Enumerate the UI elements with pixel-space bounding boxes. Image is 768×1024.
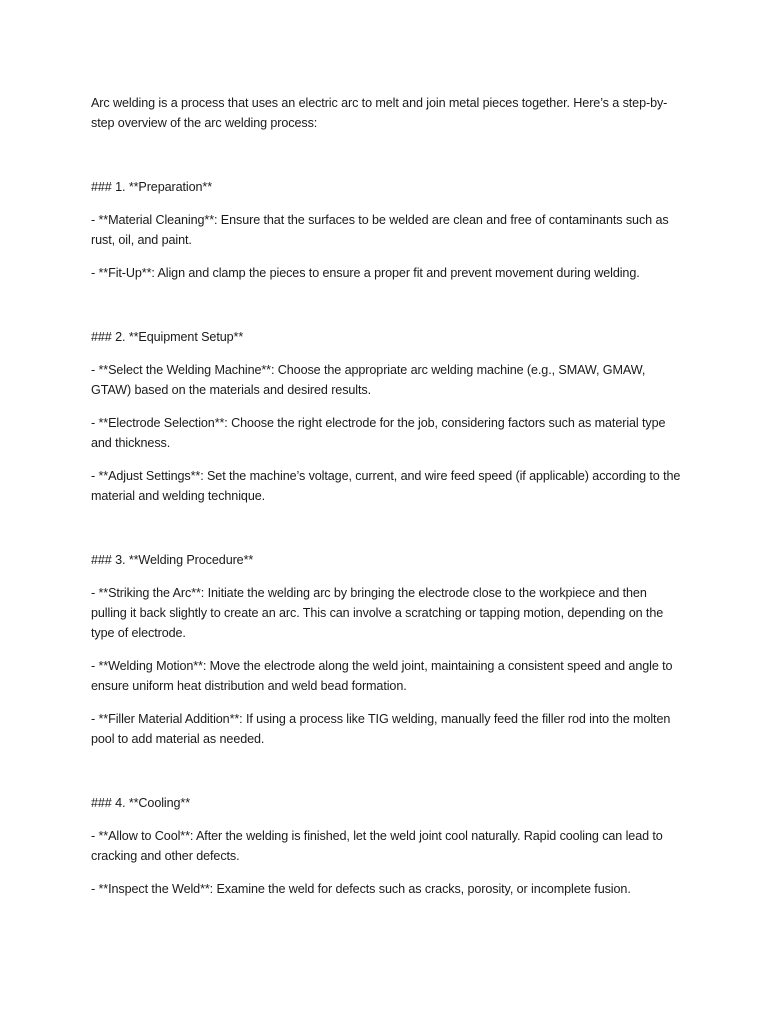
list-item: - **Fit-Up**: Align and clamp the pieces to ensure a proper fit and prevent movement during welding. xyxy=(91,266,640,280)
list-item: - **Material Cleaning**: Ensure that the surfaces to be welded are clean and free of contaminants such as rust, oil, and paint. xyxy=(91,213,669,247)
section-heading: ### 3. **Welding Procedure** xyxy=(91,553,254,567)
list-item: - **Filler Material Addition**: If using a process like TIG welding, manually feed the filler rod into the molten pool to add material as needed. xyxy=(91,712,671,746)
intro-paragraph: Arc welding is a process that uses an electric arc to melt and join metal pieces together. Here’s a step-by-step overview of the arc welding process: xyxy=(91,96,668,130)
section-equipment-setup xyxy=(91,327,681,506)
list-item: - **Allow to Cool**: After the welding is finished, let the weld joint cool naturally. Rapid cooling can lead to cracking and other defects. xyxy=(91,829,663,863)
section-welding-procedure xyxy=(91,550,681,749)
list-item: - **Inspect the Weld**: Examine the weld for defects such as cracks, porosity, or incomplete fusion. xyxy=(91,882,631,896)
document-body xyxy=(91,93,681,912)
list-item: - **Electrode Selection**: Choose the right electrode for the job, considering factors such as material type and thickness. xyxy=(91,416,666,450)
section-preparation xyxy=(91,177,681,283)
list-item: - **Adjust Settings**: Set the machine’s voltage, current, and wire feed speed (if applicable) according to the material and welding technique. xyxy=(91,469,681,503)
list-item: - **Select the Welding Machine**: Choose the appropriate arc welding machine (e.g., SMAW, GMAW, GTAW) based on the materials and desired results. xyxy=(91,363,646,397)
section-heading: ### 2. **Equipment Setup** xyxy=(91,330,244,344)
list-item: - **Welding Motion**: Move the electrode along the weld joint, maintaining a consistent speed and angle to ensure uniform heat distribution and weld bead formation. xyxy=(91,659,673,693)
section-cooling xyxy=(91,793,681,899)
list-item: - **Striking the Arc**: Initiate the welding arc by bringing the electrode close to the workpiece and then pulling it back slightly to create an arc. This can involve a scratching or tapping motion, depending on the type of electrode. xyxy=(91,586,664,640)
section-heading: ### 4. **Cooling** xyxy=(91,796,191,810)
section-heading: ### 1. **Preparation** xyxy=(91,180,213,194)
